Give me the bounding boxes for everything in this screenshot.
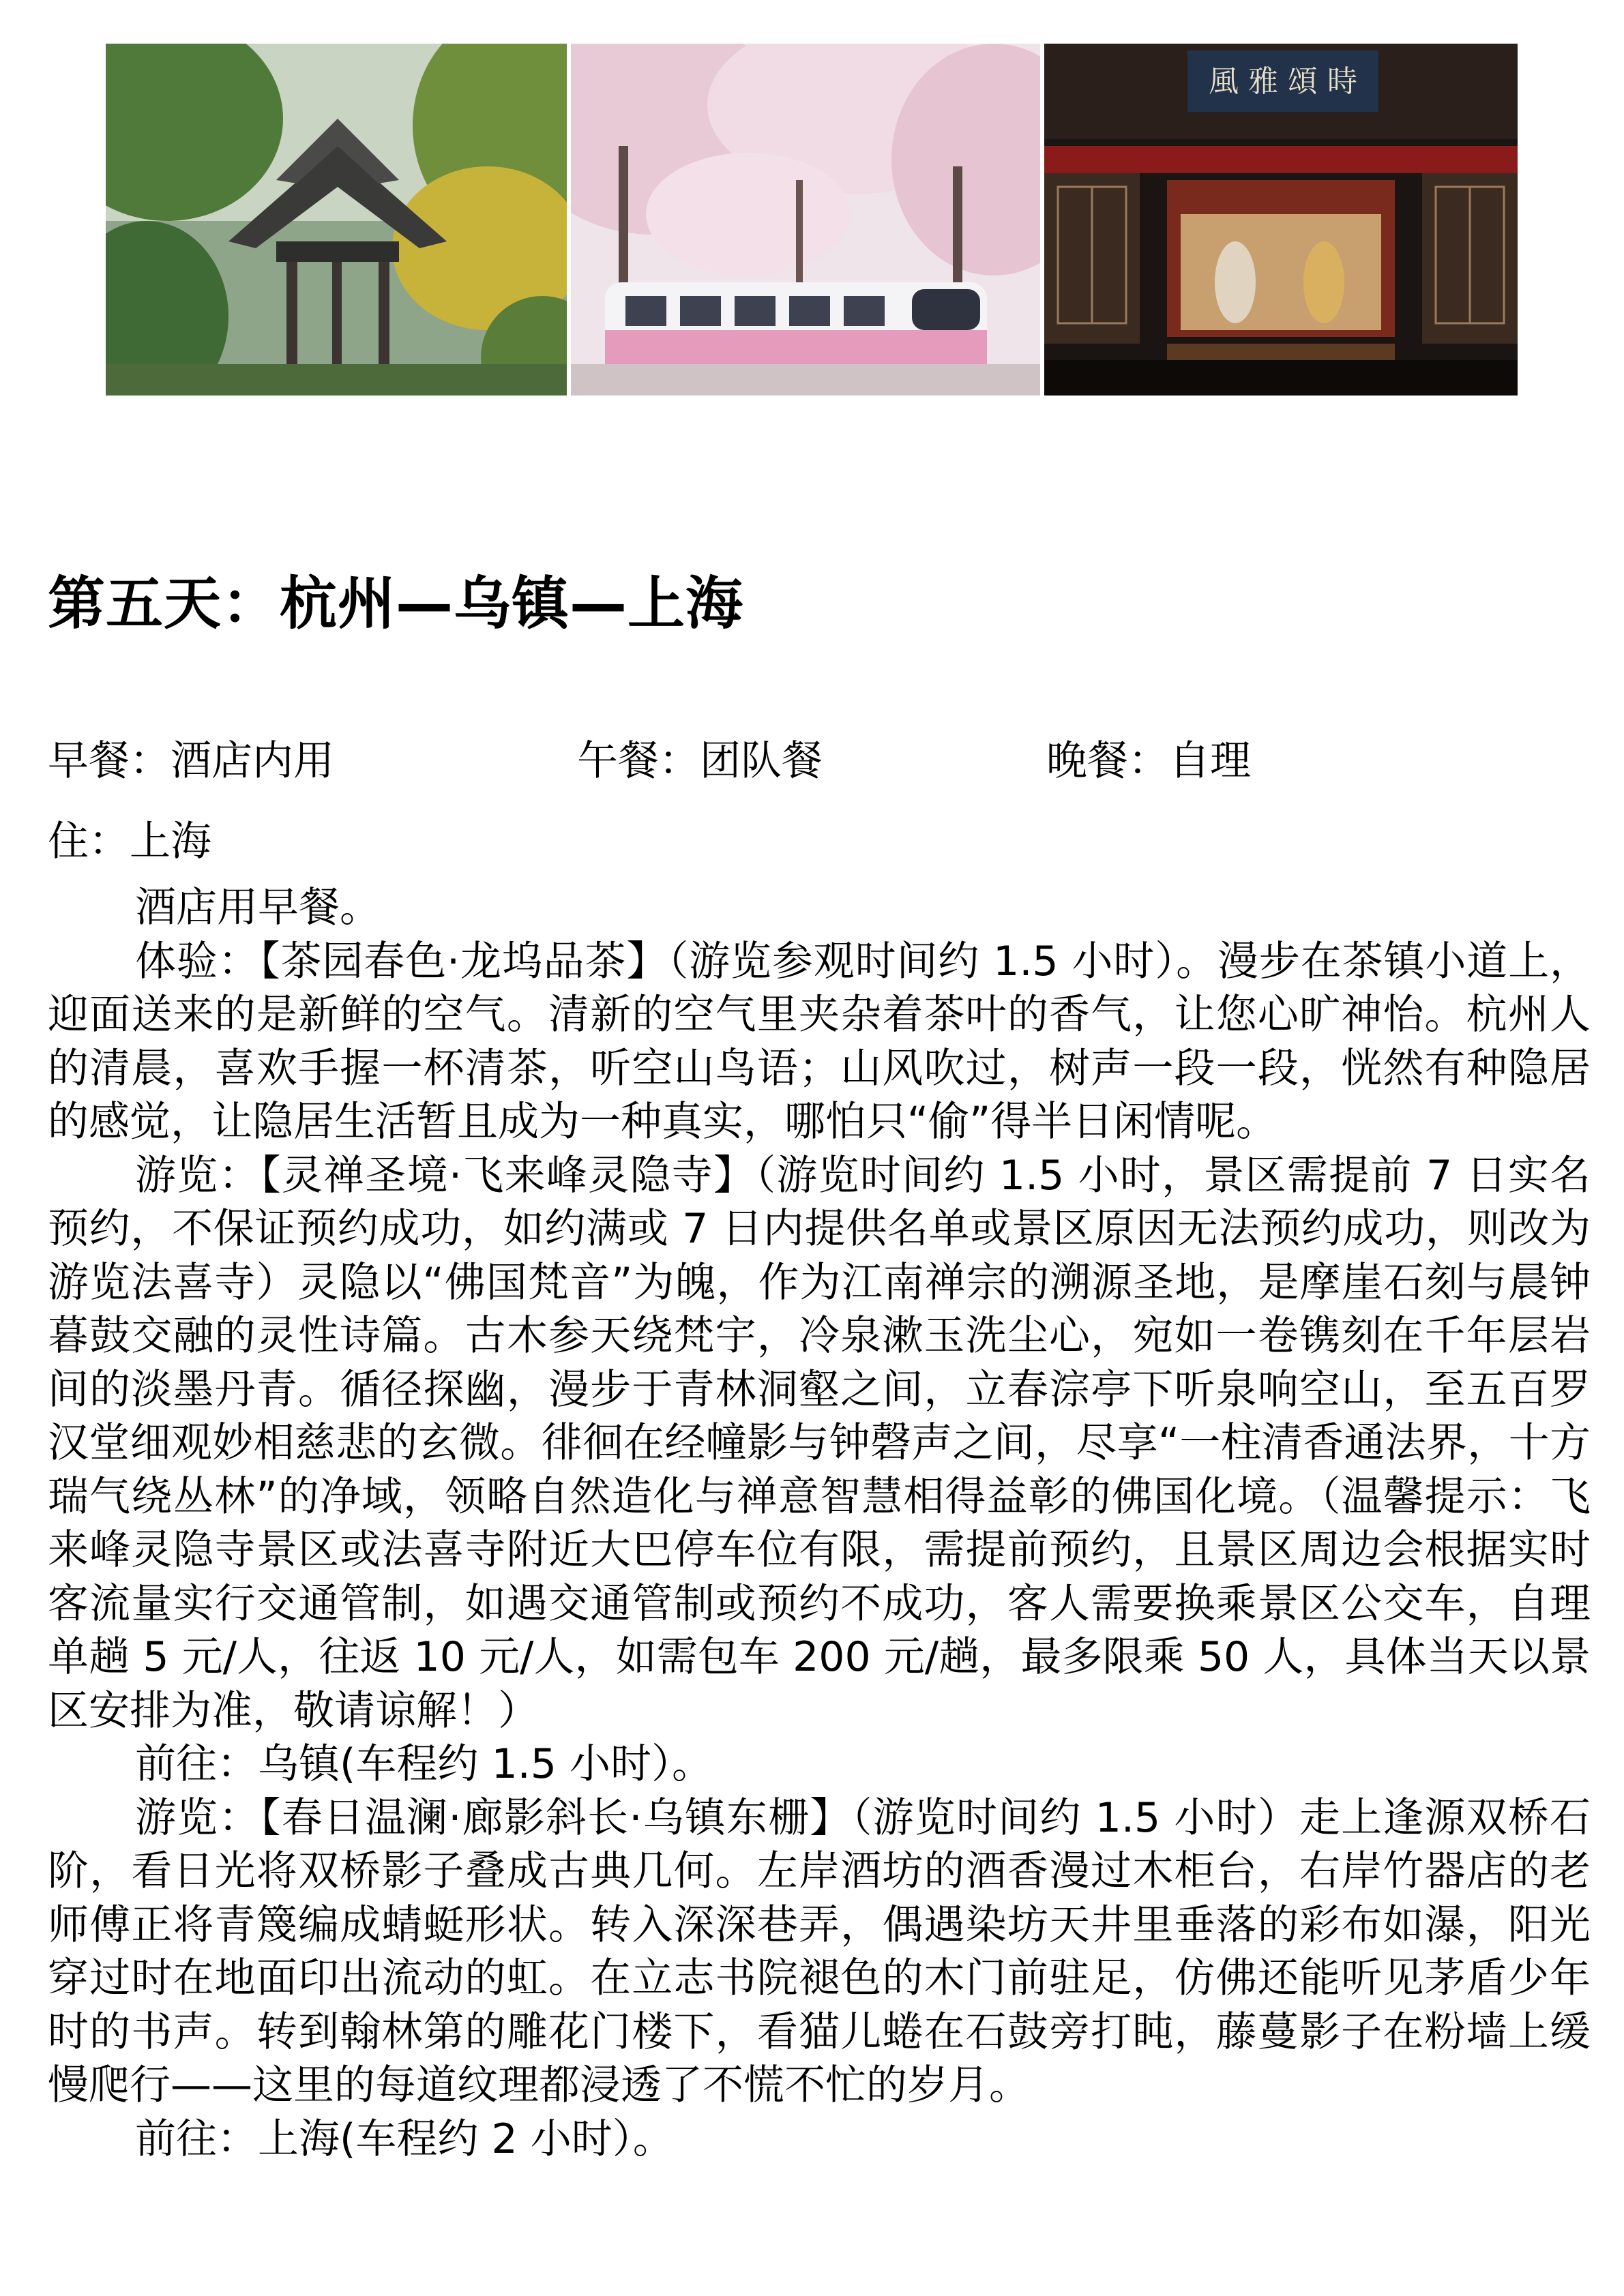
paragraph-breakfast: 酒店用早餐。 [135, 884, 381, 931]
breakfast-info: 早餐：酒店内用 [48, 737, 334, 785]
photo-strip [106, 44, 1518, 396]
stage-banner-text: 風 雅 頌 時 [1209, 64, 1357, 99]
pavilion-photo [106, 44, 567, 396]
page-title: 第五天：杭州—乌镇—上海 [48, 570, 744, 637]
dinner-info: 晚餐：自理 [1046, 737, 1251, 785]
paragraph-tea-garden: 体验：【茶园春色·龙坞品茶】（游览参观时间约 1.5 小时）。漫步在茶镇小道上，迎面送来的是新鲜的空气。清新的空气里夹杂着茶叶的香气，让您心旷神怡。杭州人的清晨，喜欢手握一杯清茶，听空山鸟语；山风吹过，树声一段一段，恍然有种隐居的感觉，让隐居生活暂且成为一种真实，哪怕只“偷”得半日闲情呢。 [48, 937, 1591, 1146]
cherry-blossom-tram-photo [571, 44, 1040, 396]
itinerary-body [48, 881, 1591, 2166]
accommodation-info: 住：上海 [48, 818, 211, 865]
paragraph-to-wuzhen: 前往：乌镇(车程约 1.5 小时）。 [135, 1740, 713, 1788]
paragraph-wuzhen-dongzha: 游览：【春日温澜·廊影斜长·乌镇东栅】（游览时间约 1.5 小时）走上逢源双桥石阶，看日光将双桥影子叠成古典几何。左岸酒坊的酒香漫过木柜台，右岸竹器店的老师傅正将青篾编成蜻蜓形状。转入深深巷弄，偶遇染坊天井里垂落的彩布如瀑，阳光穿过时在地面印出流动的虹。在立志书院褪色的木门前驻足，仿佛还能听见茅盾少年时的书声。转到翰林第的雕花门楼下，看猫儿蜷在石鼓旁打盹，藤蔓影子在粉墙上缓慢爬行——这里的每道纹理都浸透了不慌不忙的岁月。 [48, 1793, 1591, 2109]
paragraph-to-shanghai: 前往：上海(车程约 2 小时）。 [135, 2115, 674, 2163]
paragraph-lingyin-temple: 游览：【灵禅圣境·飞来峰灵隐寺】（游览时间约 1.5 小时，景区需提前 7 日实名预约，不保证预约成功，如约满或 7 日内提供名单或景区原因无法预约成功，则改为游览法喜寺）灵隐以“佛国梵音”为魄，作为江南禅宗的溯源圣地，是摩崖石刻与晨钟暮鼓交融的灵性诗篇。古木参天绕梵宇，冷泉漱玉洗尘心，宛如一卷镌刻在千年层岩间的淡墨丹青。循径探幽，漫步于青林洞壑之间，立春淙亭下听泉响空山，至五百罗汉堂细观妙相慈悲的玄微。徘徊在经幢影与钟磬声之间，尽享“一柱清香通法界，十方瑞气绕丛林”的净域，领略自然造化与禅意智慧相得益彰的佛国化境。（温馨提示：飞来峰灵隐寺景区或法喜寺附近大巴停车位有限，需提前预约，且景区周边会根据实时客流量实行交通管制，如遇交通管制或预约不成功，客人需要换乘景区公交车，自理单趟 5 元/人，往返 10 元/人，如需包车 200 元/趟，最多限乘 50 人，具体当天以景区安排为准，敬请谅解！） [48, 1151, 1591, 1735]
lunch-info: 午餐：团队餐 [577, 737, 823, 785]
theater-stage-photo [1044, 44, 1518, 396]
